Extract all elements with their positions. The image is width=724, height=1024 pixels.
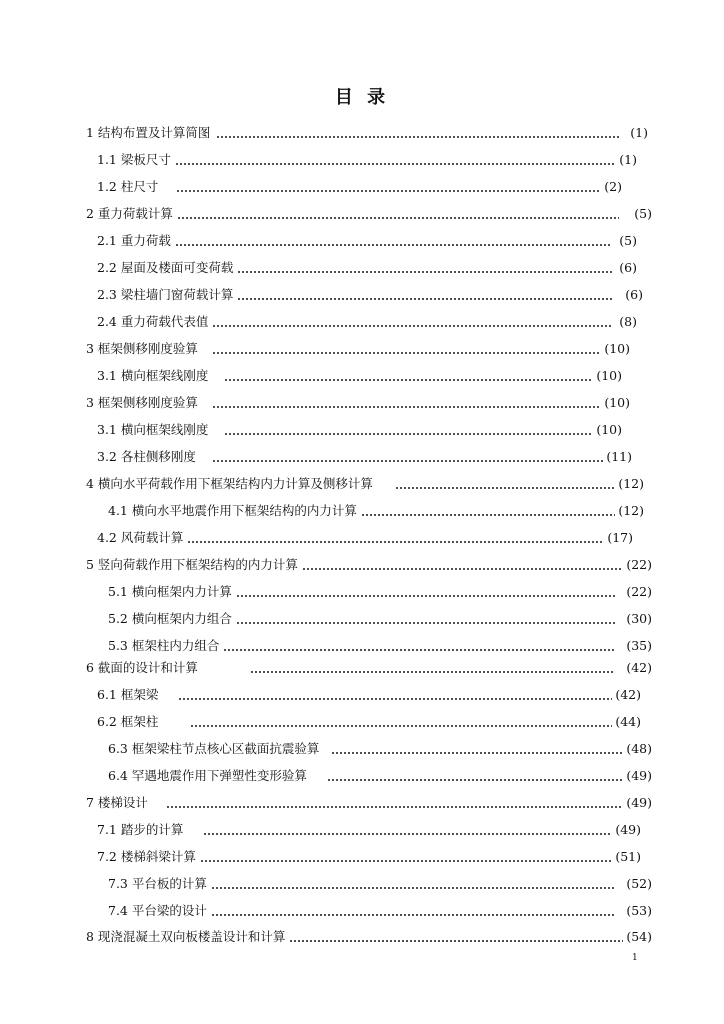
- toc-entry-label: 1 结构布置及计算简图: [86, 125, 211, 140]
- page-number: 1: [632, 953, 638, 963]
- dot-leader: [331, 741, 623, 755]
- toc-entry-label: 5.2 横向框架内力组合: [108, 611, 232, 626]
- toc-title: 目 录: [334, 87, 390, 108]
- dot-leader: [224, 368, 593, 382]
- toc-entry[interactable]: [108, 899, 652, 921]
- toc-entry-label: 6.4 罕遇地震作用下弹塑性变形验算: [108, 768, 307, 783]
- dot-leader: [212, 341, 601, 355]
- toc-entry-label: 6.2 框架柱: [97, 714, 159, 729]
- dot-leader: [236, 584, 615, 598]
- dot-leader: [212, 314, 612, 328]
- toc-entry-label: 2.1 重力荷载: [97, 233, 171, 248]
- toc-entry-page: (22): [626, 583, 652, 599]
- toc-entry-page: (10): [604, 340, 630, 356]
- dot-leader: [175, 233, 612, 247]
- dot-leader: [236, 611, 615, 625]
- toc-entry-page: (5): [634, 205, 652, 221]
- dot-leader: [237, 260, 612, 274]
- toc-entry-page: (2): [604, 178, 622, 194]
- toc-entry-page: (51): [615, 848, 641, 864]
- toc-entry-label: 2.3 梁柱墙门窗荷载计算: [97, 287, 234, 302]
- dot-leader: [395, 476, 615, 490]
- toc-entry-label: 3.1 横向框架线刚度: [97, 368, 209, 383]
- toc-entry[interactable]: [108, 737, 652, 759]
- toc-entry-page: (6): [625, 286, 643, 302]
- toc-entry-page: (10): [596, 421, 622, 437]
- toc-entry[interactable]: [97, 710, 641, 732]
- dot-leader: [177, 206, 619, 220]
- toc-entry-label: 4.1 横向水平地震作用下框架结构的内力计算: [108, 503, 357, 518]
- toc-entry-page: (53): [626, 902, 652, 918]
- toc-entry-label: 2.4 重力荷载代表值: [97, 314, 209, 329]
- toc-entry[interactable]: [97, 845, 641, 867]
- dot-leader: [302, 557, 623, 571]
- dot-leader: [212, 449, 603, 463]
- toc-entry[interactable]: [97, 283, 643, 305]
- toc-entry-page: (30): [626, 610, 652, 626]
- toc-entry[interactable]: [97, 818, 641, 840]
- toc-entry[interactable]: [86, 391, 630, 413]
- toc-entry-label: 6 截面的设计和计算: [86, 660, 198, 675]
- dot-leader: [327, 768, 623, 782]
- dot-leader: [216, 125, 619, 139]
- toc-entry[interactable]: [97, 310, 637, 332]
- toc-entry-label: 7 楼梯设计: [86, 795, 148, 810]
- toc-entry-page: (11): [606, 448, 632, 464]
- toc-entry[interactable]: [108, 499, 644, 521]
- toc-entry-page: (10): [604, 394, 630, 410]
- toc-entry-label: 7.1 踏步的计算: [97, 822, 184, 837]
- toc-entry-page: (17): [607, 529, 633, 545]
- dot-leader: [212, 395, 601, 409]
- toc-entry-label: 2 重力荷载计算: [86, 206, 173, 221]
- toc-entry-page: (49): [626, 767, 652, 783]
- toc-entry-label: 1.2 柱尺寸: [97, 179, 159, 194]
- toc-entry[interactable]: [86, 656, 652, 678]
- toc-entry[interactable]: [97, 148, 637, 170]
- toc-entry-page: (8): [619, 313, 637, 329]
- toc-entry[interactable]: [108, 634, 652, 656]
- toc-entry-label: 4 横向水平荷载作用下框架结构内力计算及侧移计算: [86, 476, 373, 491]
- dot-leader: [190, 714, 612, 728]
- toc-entry[interactable]: [108, 764, 652, 786]
- toc-entry-page: (22): [626, 556, 652, 572]
- toc-entry[interactable]: [108, 872, 652, 894]
- toc-entry-label: 5 竖向荷载作用下框架结构的内力计算: [86, 557, 298, 572]
- toc-entry-page: (5): [619, 232, 637, 248]
- dot-leader: [223, 638, 615, 652]
- toc-entry[interactable]: [97, 175, 622, 197]
- toc-entry-label: 5.1 横向框架内力计算: [108, 584, 232, 599]
- toc-entry-page: (54): [626, 928, 652, 944]
- toc-entry-page: (49): [615, 821, 641, 837]
- toc-entry-page: (6): [619, 259, 637, 275]
- toc-entry-label: 3 框架侧移刚度验算: [86, 395, 198, 410]
- toc-entry-page: (52): [626, 875, 652, 891]
- dot-leader: [203, 822, 612, 836]
- toc-entry[interactable]: [86, 791, 652, 813]
- dot-leader: [224, 422, 593, 436]
- toc-entry-page: (42): [615, 686, 641, 702]
- toc-entry[interactable]: [86, 121, 648, 143]
- toc-entry-page: (12): [618, 502, 644, 518]
- toc-entry[interactable]: [86, 202, 652, 224]
- toc-entry[interactable]: [86, 472, 644, 494]
- dot-leader: [211, 876, 615, 890]
- toc-entry[interactable]: [97, 229, 637, 251]
- toc-entry-page: (1): [630, 124, 648, 140]
- toc-entry[interactable]: [86, 925, 652, 947]
- dot-leader: [211, 903, 615, 917]
- dot-leader: [237, 287, 614, 301]
- toc-entry[interactable]: [97, 526, 633, 548]
- dot-leader: [289, 929, 623, 943]
- dot-leader: [166, 795, 623, 809]
- dot-leader: [361, 503, 615, 517]
- toc-entry-label: 7.2 楼梯斜梁计算: [97, 849, 196, 864]
- toc-entry[interactable]: [108, 607, 652, 629]
- toc-entry-page: (42): [626, 659, 652, 675]
- toc-entry-label: 5.3 框架柱内力组合: [108, 638, 220, 653]
- dot-leader: [176, 179, 601, 193]
- toc-entry[interactable]: [86, 553, 652, 575]
- toc-entry-label: 3 框架侧移刚度验算: [86, 341, 198, 356]
- toc-entry-label: 7.3 平台板的计算: [108, 876, 207, 891]
- toc-entry-label: 3.1 横向框架线刚度: [97, 422, 209, 437]
- toc-entry-label: 3.2 各柱侧移刚度: [97, 449, 196, 464]
- toc-entry-label: 2.2 屋面及楼面可变荷载: [97, 260, 234, 275]
- dot-leader: [250, 660, 615, 674]
- toc-entry[interactable]: [97, 418, 622, 440]
- toc-entry[interactable]: [108, 580, 652, 602]
- toc-entry-page: (12): [618, 475, 644, 491]
- toc-entry[interactable]: [97, 256, 637, 278]
- toc-entry[interactable]: [86, 337, 630, 359]
- toc-entry-page: (1): [619, 151, 637, 167]
- toc-entry-label: 1.1 梁板尺寸: [97, 152, 171, 167]
- toc-entry-page: (49): [626, 794, 652, 810]
- toc-entry[interactable]: [97, 683, 641, 705]
- toc-entry[interactable]: [97, 364, 622, 386]
- toc-entry[interactable]: [97, 445, 632, 467]
- toc-entry-page: (48): [626, 740, 652, 756]
- toc-entry-label: 8 现浇混凝土双向板楼盖设计和计算: [86, 929, 286, 944]
- toc-entry-page: (35): [626, 637, 652, 653]
- toc-entry-label: 4.2 风荷载计算: [97, 530, 184, 545]
- dot-leader: [178, 687, 612, 701]
- toc-entry-label: 6.1 框架梁: [97, 687, 159, 702]
- dot-leader: [175, 152, 616, 166]
- dot-leader: [200, 849, 612, 863]
- toc-entry-label: 7.4 平台梁的设计: [108, 903, 207, 918]
- toc-entry-page: (44): [615, 713, 641, 729]
- dot-leader: [187, 530, 604, 544]
- toc-entry-page: (10): [596, 367, 622, 383]
- toc-entry-label: 6.3 框架梁柱节点核心区截面抗震验算: [108, 741, 320, 756]
